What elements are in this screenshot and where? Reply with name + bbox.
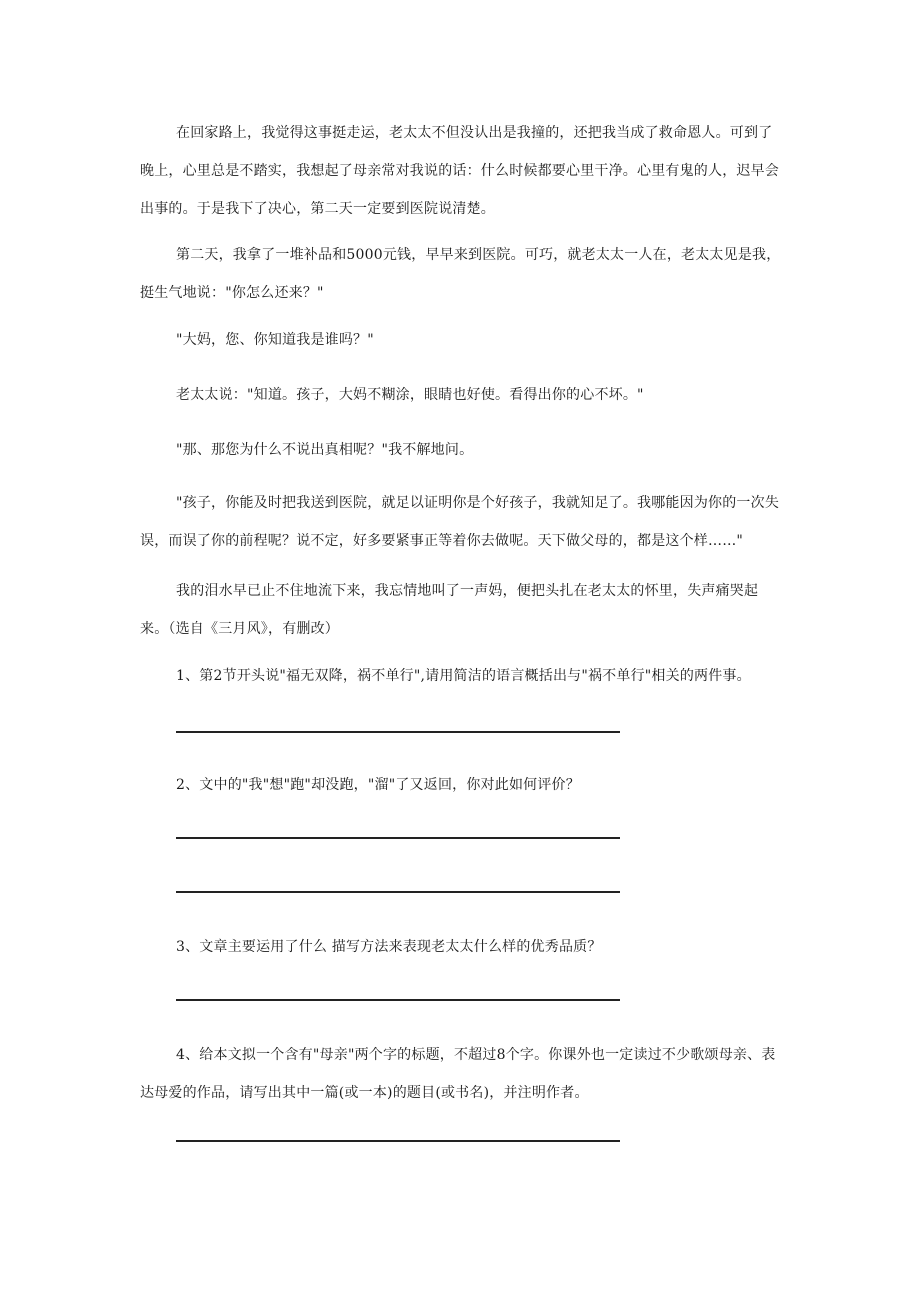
answer-line-4[interactable] bbox=[176, 1140, 620, 1142]
story-paragraph-4: 老太太说："知道。孩子，大妈不糊涂，眼睛也好使。看得出你的心不坏。" bbox=[176, 387, 644, 403]
story-paragraph-7: 我的泪水早已止不住地流下来，我忘情地叫了一声妈，便把头扎在老太太的怀里，失声痛哭起来。（选自《三月风》，有删改） bbox=[140, 583, 759, 637]
answer-line-3[interactable] bbox=[176, 999, 620, 1001]
answer-line-2a[interactable] bbox=[176, 837, 620, 839]
story-paragraph-3: "大妈，您、你知道我是谁吗？" bbox=[176, 332, 374, 348]
question-1: 1、第2节开头说"福无双降，祸不单行",请用简洁的语言概括出与"祸不单行"相关的两件事。 bbox=[176, 668, 751, 684]
story-paragraph-6: "孩子，你能及时把我送到医院，就足以证明你是个好孩子，我就知足了。我哪能因为你的一次失误，而误了你的前程呢？说不定，好多要紧事正等着你去做呢。天下做父母的，都是这个样……" bbox=[140, 495, 780, 549]
story-paragraph-1: 在回家路上，我觉得这事挺走运，老太太不但没认出是我撞的，还把我当成了救命恩人。可到了晚上，心里总是不踏实，我想起了母亲常对我说的话：什么时候都要心里干净。心里有鬼的人，迟早会出事的。于是我下了决心，第二天一定要到医院说清楚。 bbox=[140, 125, 779, 217]
answer-line-2b[interactable] bbox=[176, 891, 620, 893]
question-2: 2、文中的"我"想"跑"却没跑，"溜"了又返回，你对此如何评价？ bbox=[176, 777, 580, 793]
question-3: 3、文章主要运用了什么 描写方法来表现老太太什么样的优秀品质？ bbox=[176, 939, 602, 955]
story-paragraph-5: "那、那您为什么不说出真相呢？"我不解地问。 bbox=[176, 442, 474, 458]
answer-line-1[interactable] bbox=[176, 731, 620, 733]
story-paragraph-2: 第二天，我拿了一堆补品和5000元钱，早早来到医院。可巧，就老太太一人在，老太太见是我，挺生气地说："你怎么还来？" bbox=[140, 247, 781, 301]
question-4: 4、给本文拟一个含有"母亲"两个字的标题，不超过8个字。你课外也一定读过不少歌颂母亲、表达母爱的作品，请写出其中一篇(或一本)的题目(或书名)，并注明作者。 bbox=[140, 1047, 776, 1101]
